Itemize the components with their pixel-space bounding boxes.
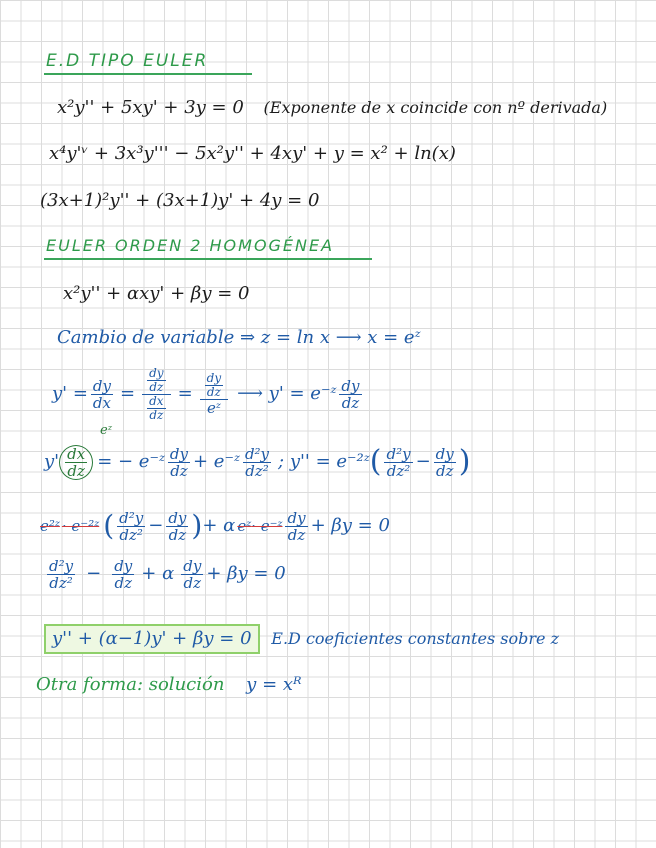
fraction-denominator: dz [183,573,202,592]
fraction-numerator: dy [341,376,360,395]
first-derivative-line [52,362,365,426]
exponent-annotation: eᶻ [100,423,113,438]
heading-euler-orden-2: EULER ORDEN 2 HOMOGÉNEA [46,236,335,255]
fraction [205,372,223,399]
cancelled-term: · e⁻²ᶻ [61,517,100,535]
fraction [166,510,188,543]
fraction [65,446,87,479]
close-paren: ) [458,444,471,479]
fraction-denominator: dz [149,407,164,422]
fraction-denominator: dz² [386,461,411,480]
second-derivative-lhs: y' [44,451,60,472]
fraction-denominator: dz [341,393,360,412]
open-paren: ( [103,509,115,542]
fraction-numerator: dy [287,508,306,527]
fraction-numerator: d²y [49,556,74,575]
simplified-plus: + α [141,563,175,584]
boxed-equation: y'' + (α−1)y' + βy = 0 [44,624,260,654]
fraction-numerator: dy [149,365,164,380]
fraction-numerator: dy [435,444,454,463]
simplified-line [44,553,286,595]
equals-sign: = [120,383,136,404]
fraction [117,510,145,543]
otra-forma-expr: y = xᴿ [246,674,302,695]
compound-fraction [200,372,228,416]
first-derivative-result: ⟶ y' = e⁻ᶻ [237,383,337,404]
fraction-numerator: dy [92,376,111,395]
boxed-line [44,624,559,654]
fraction [47,558,75,591]
fraction [384,446,412,479]
fraction [112,558,134,591]
fraction [434,446,456,479]
fraction [147,367,165,394]
fraction-denominator: dz [435,461,454,480]
fraction-denominator: dz [206,385,221,399]
fraction [339,378,361,411]
fraction-denominator: dz² [119,525,143,544]
equation-1-note: (Exponente de x coincide con nº derivada) [263,98,608,117]
fraction-denominator: dz² [49,573,73,592]
second-derivative-plus: + e⁻ᶻ [193,451,240,472]
fraction [168,446,190,479]
fraction-denominator: eᶻ [206,399,221,417]
fraction-numerator: d²y [119,508,144,527]
compound-fraction [142,367,170,422]
fraction-denominator: dz [168,525,187,544]
fraction-numerator: dx [149,393,164,408]
circled-fraction [59,445,93,480]
fraction [243,446,271,479]
minus-sign: − [415,451,431,472]
second-derivative-line [44,436,470,488]
fraction [147,395,165,422]
fraction-numerator: dx [67,444,86,463]
equation-2: x⁴y'ᵛ + 3x³y''' − 5x²y'' + 4xy' + y = x² + ln(x) [49,143,456,164]
fraction-denominator: dz [67,461,85,480]
fraction [181,558,203,591]
fraction-denominator: dz [114,573,132,592]
fraction-numerator: d²y [386,444,411,463]
close-paren: ) [191,509,203,542]
minus-sign: − [148,515,164,536]
fraction-numerator: dy [206,371,222,385]
cancelled-term: eᶻ [237,517,252,535]
equation-4: x²y'' + αxy' + βy = 0 [63,283,250,304]
minus-sign: − [86,563,102,584]
otra-forma-line [36,674,302,696]
fraction-numerator: dy [168,508,187,527]
fraction-denominator: dz [149,379,164,394]
heading-underline [44,73,252,75]
fraction-denominator [142,395,170,422]
equals-sign: = [177,383,193,404]
substitution-mid: + α [202,515,236,536]
second-derivative-eq: = − e⁻ᶻ [97,451,165,472]
fraction [91,378,113,411]
simplified-end: + βy = 0 [206,563,286,584]
fraction-denominator: dz² [245,461,269,480]
cancelled-term: e²ᶻ [40,517,60,535]
fraction-numerator [200,372,228,400]
heading-tipo-euler: E.D TIPO EULER [46,51,209,71]
boxed-note: E.D coeficientes constantes sobre z [271,629,560,648]
substitution-end: + βy = 0 [310,515,390,536]
otra-forma-label: Otra forma: solución [36,674,225,695]
second-derivative-semi: ; y'' = e⁻²ᶻ [278,451,370,472]
fraction-denominator: dz [287,525,306,544]
change-of-variable: Cambio de variable ⇒ z = ln x ⟶ x = eᶻ [57,327,421,348]
equation-1 [57,97,607,119]
first-derivative-lhs: y' = [52,383,88,404]
fraction-numerator: d²y [244,444,270,463]
cancelled-term: · e⁻ᶻ [251,517,283,535]
substitution-line [40,505,390,547]
fraction-numerator: dy [114,556,133,575]
fraction-numerator [142,367,170,395]
fraction-numerator: dy [183,556,202,575]
fraction-denominator: dz [170,461,188,480]
fraction-denominator: dx [92,393,111,412]
heading-underline [44,258,372,260]
equation-3: (3x+1)²y'' + (3x+1)y' + 4y = 0 [40,190,320,211]
fraction [285,510,307,543]
open-paren: ( [369,444,382,479]
fraction-numerator: dy [169,444,188,463]
equation-1-expr: x²y'' + 5xy' + 3y = 0 [57,97,244,118]
